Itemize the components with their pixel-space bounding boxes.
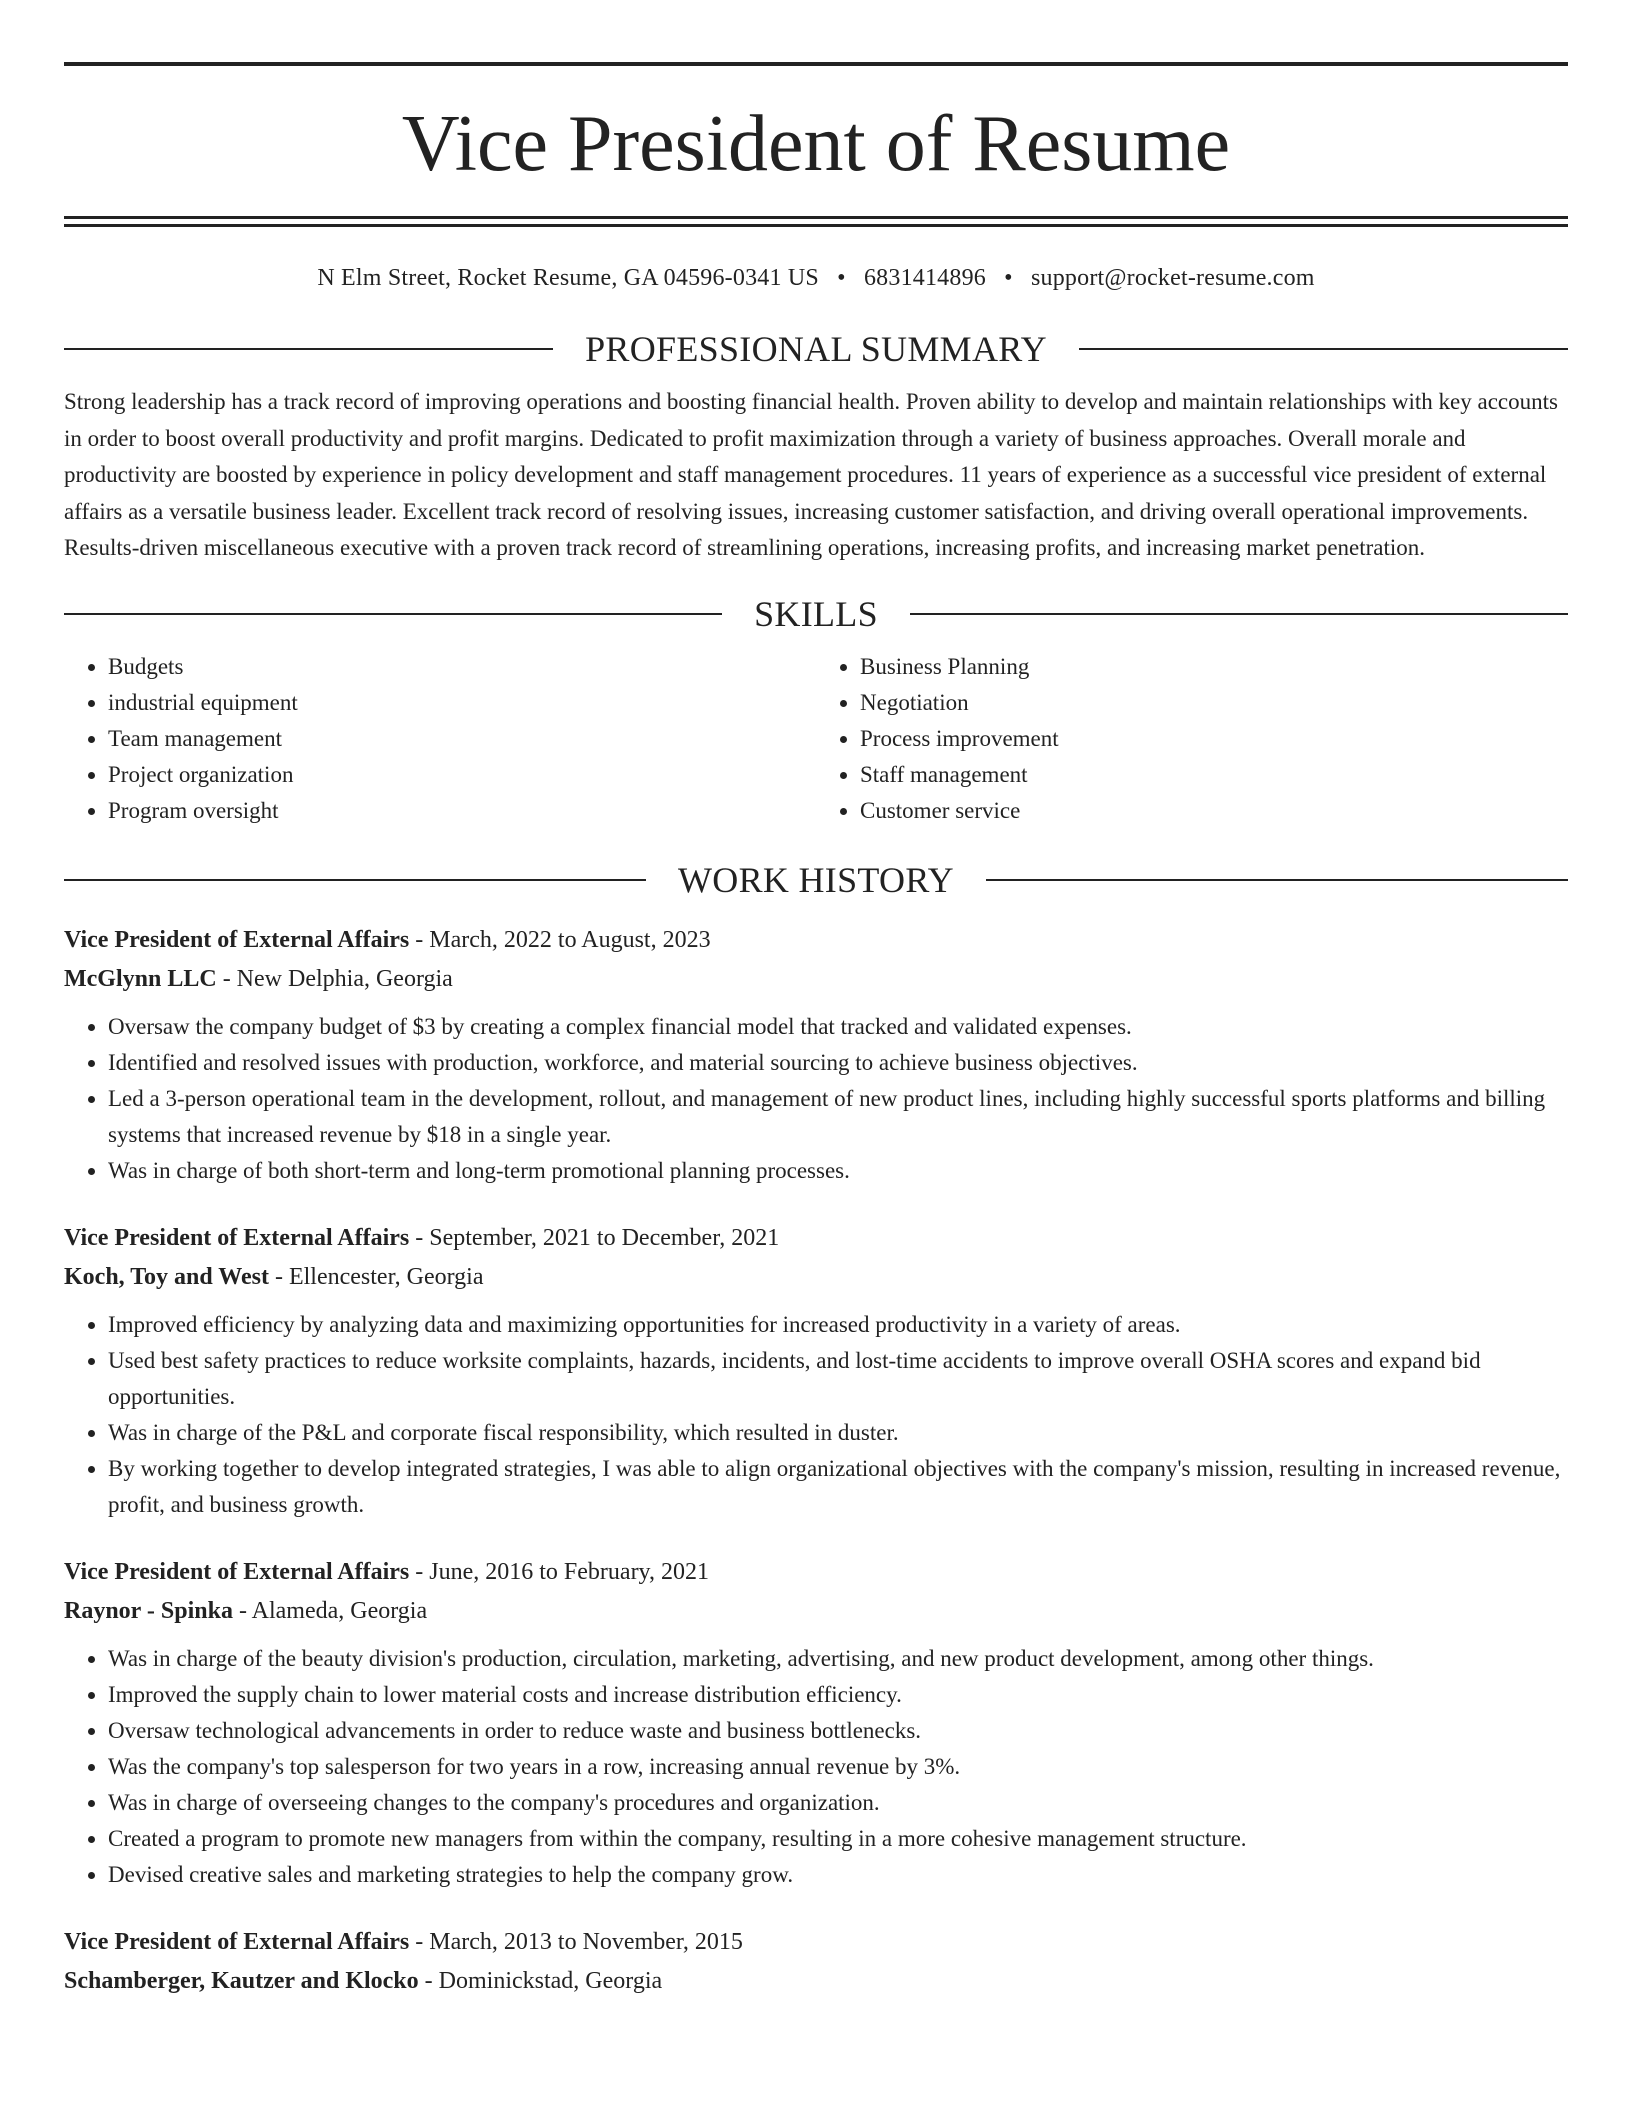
job-entry bbox=[64, 1923, 1568, 2001]
heading-rule-right bbox=[910, 613, 1568, 615]
bullet-separator: • bbox=[837, 265, 846, 291]
job-location: - Alameda, Georgia bbox=[232, 1597, 428, 1624]
skill-item: • Process improvement bbox=[860, 721, 1568, 757]
job-bullets bbox=[64, 1641, 1568, 1893]
heading-rule-right bbox=[1079, 348, 1568, 350]
job-title-line bbox=[64, 1923, 1568, 1962]
job-bullets bbox=[64, 1307, 1568, 1523]
job-company-line bbox=[64, 960, 1568, 999]
job-bullets bbox=[64, 1009, 1568, 1189]
job-role: Vice President of External Affairs bbox=[64, 1224, 410, 1251]
contact-address: N Elm Street, Rocket Resume, GA 04596-0341 US bbox=[317, 265, 819, 291]
skills-heading bbox=[64, 593, 1568, 635]
job-title-line bbox=[64, 1219, 1568, 1258]
skills-list bbox=[64, 649, 1568, 829]
job-location: - New Delphia, Georgia bbox=[216, 965, 453, 992]
job-entry bbox=[64, 1553, 1568, 1893]
skill-item: • Customer service bbox=[860, 793, 1568, 829]
summary-text: Strong leadership has a track record of improving operations and boosting financial health. Proven ability to develop and maintain relationships with key accounts in order to boost overall productivity and profit margins. Dedicated to profit maximization through a variety of business approaches. Overall morale and productivity are boosted by experience in policy development and staff management procedures. 11 years of experience as a successful vice president of external affairs as a versatile business leader. Excellent track record of resolving issues, increasing customer satisfaction, and driving overall operational improvements. Results-driven miscellaneous executive with a proven track record of streamlining operations, increasing profits, and increasing market penetration. bbox=[64, 389, 1558, 560]
summary-heading bbox=[64, 328, 1568, 370]
bullet-separator: • bbox=[1004, 265, 1013, 291]
skill-item: • Program oversight bbox=[108, 793, 816, 829]
heading-rule-left bbox=[64, 613, 722, 615]
heading-rule-right bbox=[986, 879, 1568, 881]
job-bullet: • Led a 3-person operational team in the development, rollout, and management of new product lines, including highly successful sports platforms and billing systems that increased revenue by $18 in a single year. bbox=[108, 1081, 1568, 1153]
contact-phone: 6831414896 bbox=[863, 265, 986, 291]
skill-item: • Team management bbox=[108, 721, 816, 757]
resume-name: Vice President of Resume bbox=[401, 100, 1231, 188]
job-title-line bbox=[64, 1553, 1568, 1592]
job-bullet: • By working together to develop integrated strategies, I was able to align organizational objectives with the company's mission, resulting in increased revenue, profit, and business growth. bbox=[108, 1451, 1568, 1523]
job-bullet: • Used best safety practices to reduce worksite complaints, hazards, incidents, and lost-time accidents to improve overall OSHA scores and expand bid opportunities. bbox=[108, 1343, 1568, 1415]
job-role: Vice President of External Affairs bbox=[64, 926, 410, 953]
job-company: Koch, Toy and West bbox=[64, 1263, 269, 1290]
contact-email: support@rocket-resume.com bbox=[1030, 265, 1315, 291]
job-bullet: • Created a program to promote new managers from within the company, resulting in a more cohesive management structure. bbox=[108, 1821, 1568, 1857]
job-dates: - September, 2021 to December, 2021 bbox=[409, 1224, 780, 1251]
skills-column-left bbox=[64, 649, 816, 829]
job-role: Vice President of External Affairs bbox=[64, 1558, 410, 1585]
job-dates: - March, 2022 to August, 2023 bbox=[409, 926, 711, 953]
skill-item: • Project organization bbox=[108, 757, 816, 793]
job-company: Raynor - Spinka bbox=[64, 1597, 233, 1624]
job-bullet: • Devised creative sales and marketing strategies to help the company grow. bbox=[108, 1857, 1568, 1893]
work-history-list bbox=[64, 921, 1568, 2001]
skill-item: • Budgets bbox=[108, 649, 816, 685]
job-location: - Dominickstad, Georgia bbox=[418, 1967, 663, 1994]
job-bullet: • Oversaw technological advancements in order to reduce waste and business bottlenecks. bbox=[108, 1713, 1568, 1749]
job-location: - Ellencester, Georgia bbox=[268, 1263, 484, 1290]
job-company-line bbox=[64, 1592, 1568, 1631]
skills-title: SKILLS bbox=[754, 593, 878, 634]
skill-item: • industrial equipment bbox=[108, 685, 816, 721]
job-bullet: • Improved efficiency by analyzing data and maximizing opportunities for increased productivity in a variety of areas. bbox=[108, 1307, 1568, 1343]
job-bullet: • Was in charge of the P&L and corporate fiscal responsibility, which resulted in duster. bbox=[108, 1415, 1568, 1451]
job-bullet: • Was in charge of both short-term and long-term promotional planning processes. bbox=[108, 1153, 1568, 1189]
job-entry bbox=[64, 921, 1568, 1189]
job-entry bbox=[64, 1219, 1568, 1523]
heading-rule-left bbox=[64, 879, 646, 881]
summary-title: PROFESSIONAL SUMMARY bbox=[585, 329, 1047, 369]
job-bullet: • Was in charge of the beauty division's production, circulation, marketing, advertising, and new product development, among other things. bbox=[108, 1641, 1568, 1677]
work-heading bbox=[64, 859, 1568, 901]
job-bullet: • Was the company's top salesperson for two years in a row, increasing annual revenue by 3%. bbox=[108, 1749, 1568, 1785]
skill-item: • Business Planning bbox=[860, 649, 1568, 685]
job-dates: - June, 2016 to February, 2021 bbox=[409, 1558, 709, 1585]
skill-item: • Staff management bbox=[860, 757, 1568, 793]
job-company: McGlynn LLC bbox=[64, 965, 217, 992]
job-title-line bbox=[64, 921, 1568, 960]
job-bullet: • Identified and resolved issues with production, workforce, and material sourcing to achieve business objectives. bbox=[108, 1045, 1568, 1081]
job-company-line bbox=[64, 1258, 1568, 1297]
job-bullet: • Oversaw the company budget of $3 by creating a complex financial model that tracked and validated expenses. bbox=[108, 1009, 1568, 1045]
job-company-line bbox=[64, 1962, 1568, 2001]
contact-line bbox=[64, 265, 1568, 292]
job-bullet: • Was in charge of overseeing changes to the company's procedures and organization. bbox=[108, 1785, 1568, 1821]
double-rule bbox=[64, 216, 1568, 227]
work-title: WORK HISTORY bbox=[678, 859, 954, 900]
job-bullet: • Improved the supply chain to lower material costs and increase distribution efficiency. bbox=[108, 1677, 1568, 1713]
top-rule bbox=[64, 62, 1568, 66]
job-role: Vice President of External Affairs bbox=[64, 1928, 410, 1955]
skills-column-right bbox=[816, 649, 1568, 829]
job-company: Schamberger, Kautzer and Klocko bbox=[64, 1967, 419, 1994]
skill-item: • Negotiation bbox=[860, 685, 1568, 721]
heading-rule-left bbox=[64, 348, 553, 350]
job-dates: - March, 2013 to November, 2015 bbox=[409, 1928, 743, 1955]
